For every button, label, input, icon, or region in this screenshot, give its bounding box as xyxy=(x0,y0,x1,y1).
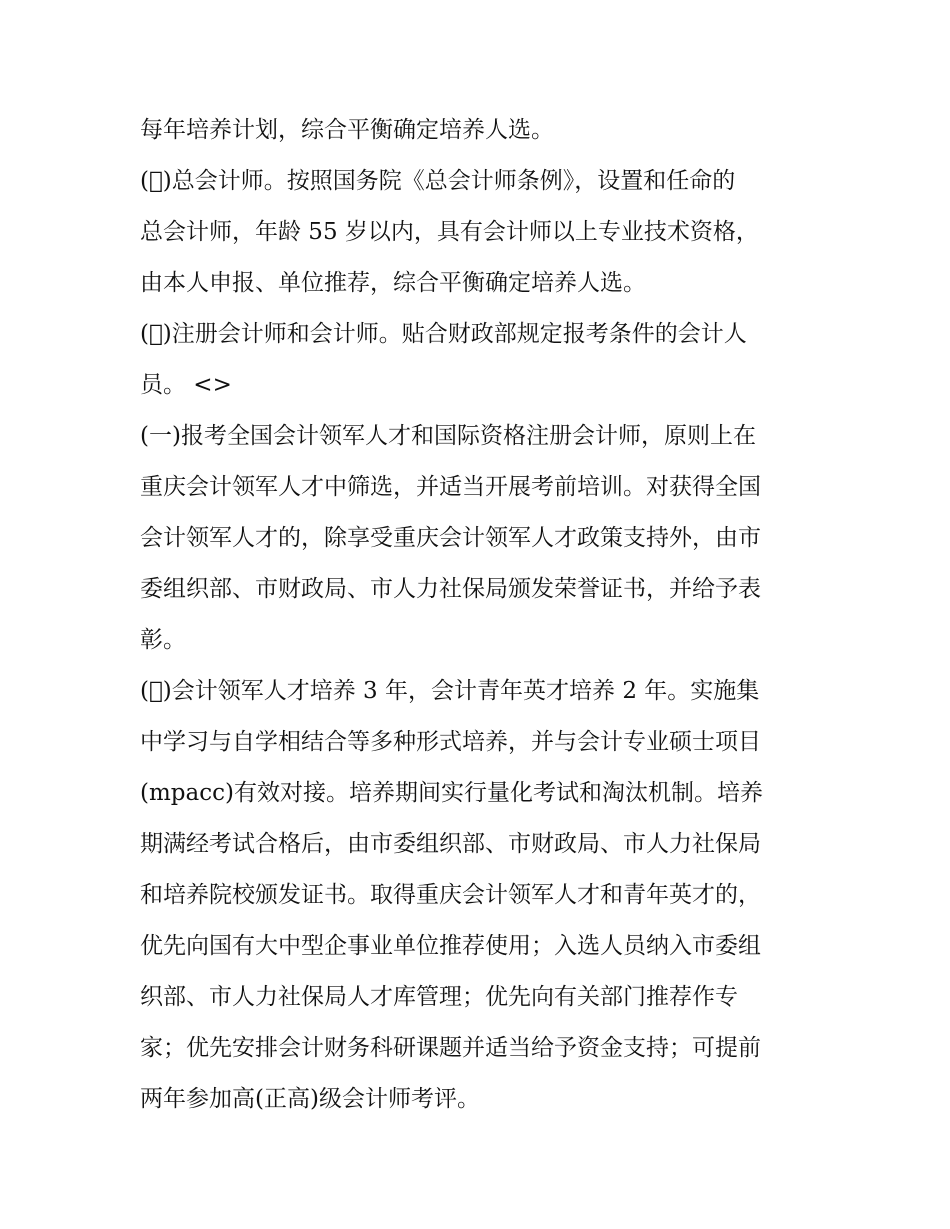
text-line: 由本人申报、单位推荐，综合平衡确定培养人选。 xyxy=(140,270,646,296)
text-line: (mpacc)有效对接。培养期间实行量化考试和淘汰机制。培养 xyxy=(140,780,763,806)
text-line: ( )注册会计师和会计师。贴合财政部规定报考条件的会计人 xyxy=(140,321,747,347)
text-line: 优先向国有大中型企事业单位推荐使用；入选人员纳入市委组 xyxy=(140,933,761,959)
text-line: 期满经考试合格后，由市委组织部、市财政局、市人力社保局 xyxy=(140,831,761,857)
text-line: 中学习与自学相结合等多种形式培养，并与会计专业硕士项目 xyxy=(140,729,761,755)
text-line: (一)报考全国会计领军人才和国际资格注册会计师，原则上在 xyxy=(140,423,756,449)
document-body xyxy=(140,108,820,1128)
text-line: 彰。 xyxy=(140,627,186,653)
text-line: 每年培养计划，综合平衡确定培养人选。 xyxy=(140,117,554,143)
text-line: 两年参加高(正高)级会计师考评。 xyxy=(140,1086,480,1112)
text-line: ( )会计领军人才培养 3 年，会计青年英才培养 2 年。实施集 xyxy=(140,678,760,704)
text-line: 重庆会计领军人才中筛选，并适当开展考前培训。对获得全国 xyxy=(140,474,761,500)
text-line: 总会计师，年龄 55 岁以内，具有会计师以上专业技术资格， xyxy=(140,219,759,245)
text-line: 家；优先安排会计财务科研课题并适当给予资金支持；可提前 xyxy=(140,1035,761,1061)
text-line: 织部、市人力社保局人才库管理；优先向有关部门推荐作专 xyxy=(140,984,738,1010)
text-line: 和培养院校颁发证书。取得重庆会计领军人才和青年英才的， xyxy=(140,882,761,908)
text-line: 员。 <> xyxy=(140,372,232,398)
text-line: 委组织部、市财政局、市人力社保局颁发荣誉证书，并给予表 xyxy=(140,576,761,602)
text-line: 会计领军人才的，除享受重庆会计领军人才政策支持外，由市 xyxy=(140,525,761,551)
text-line: ( )总会计师。按照国务院《总会计师条例》，设置和任命的 xyxy=(140,168,736,194)
